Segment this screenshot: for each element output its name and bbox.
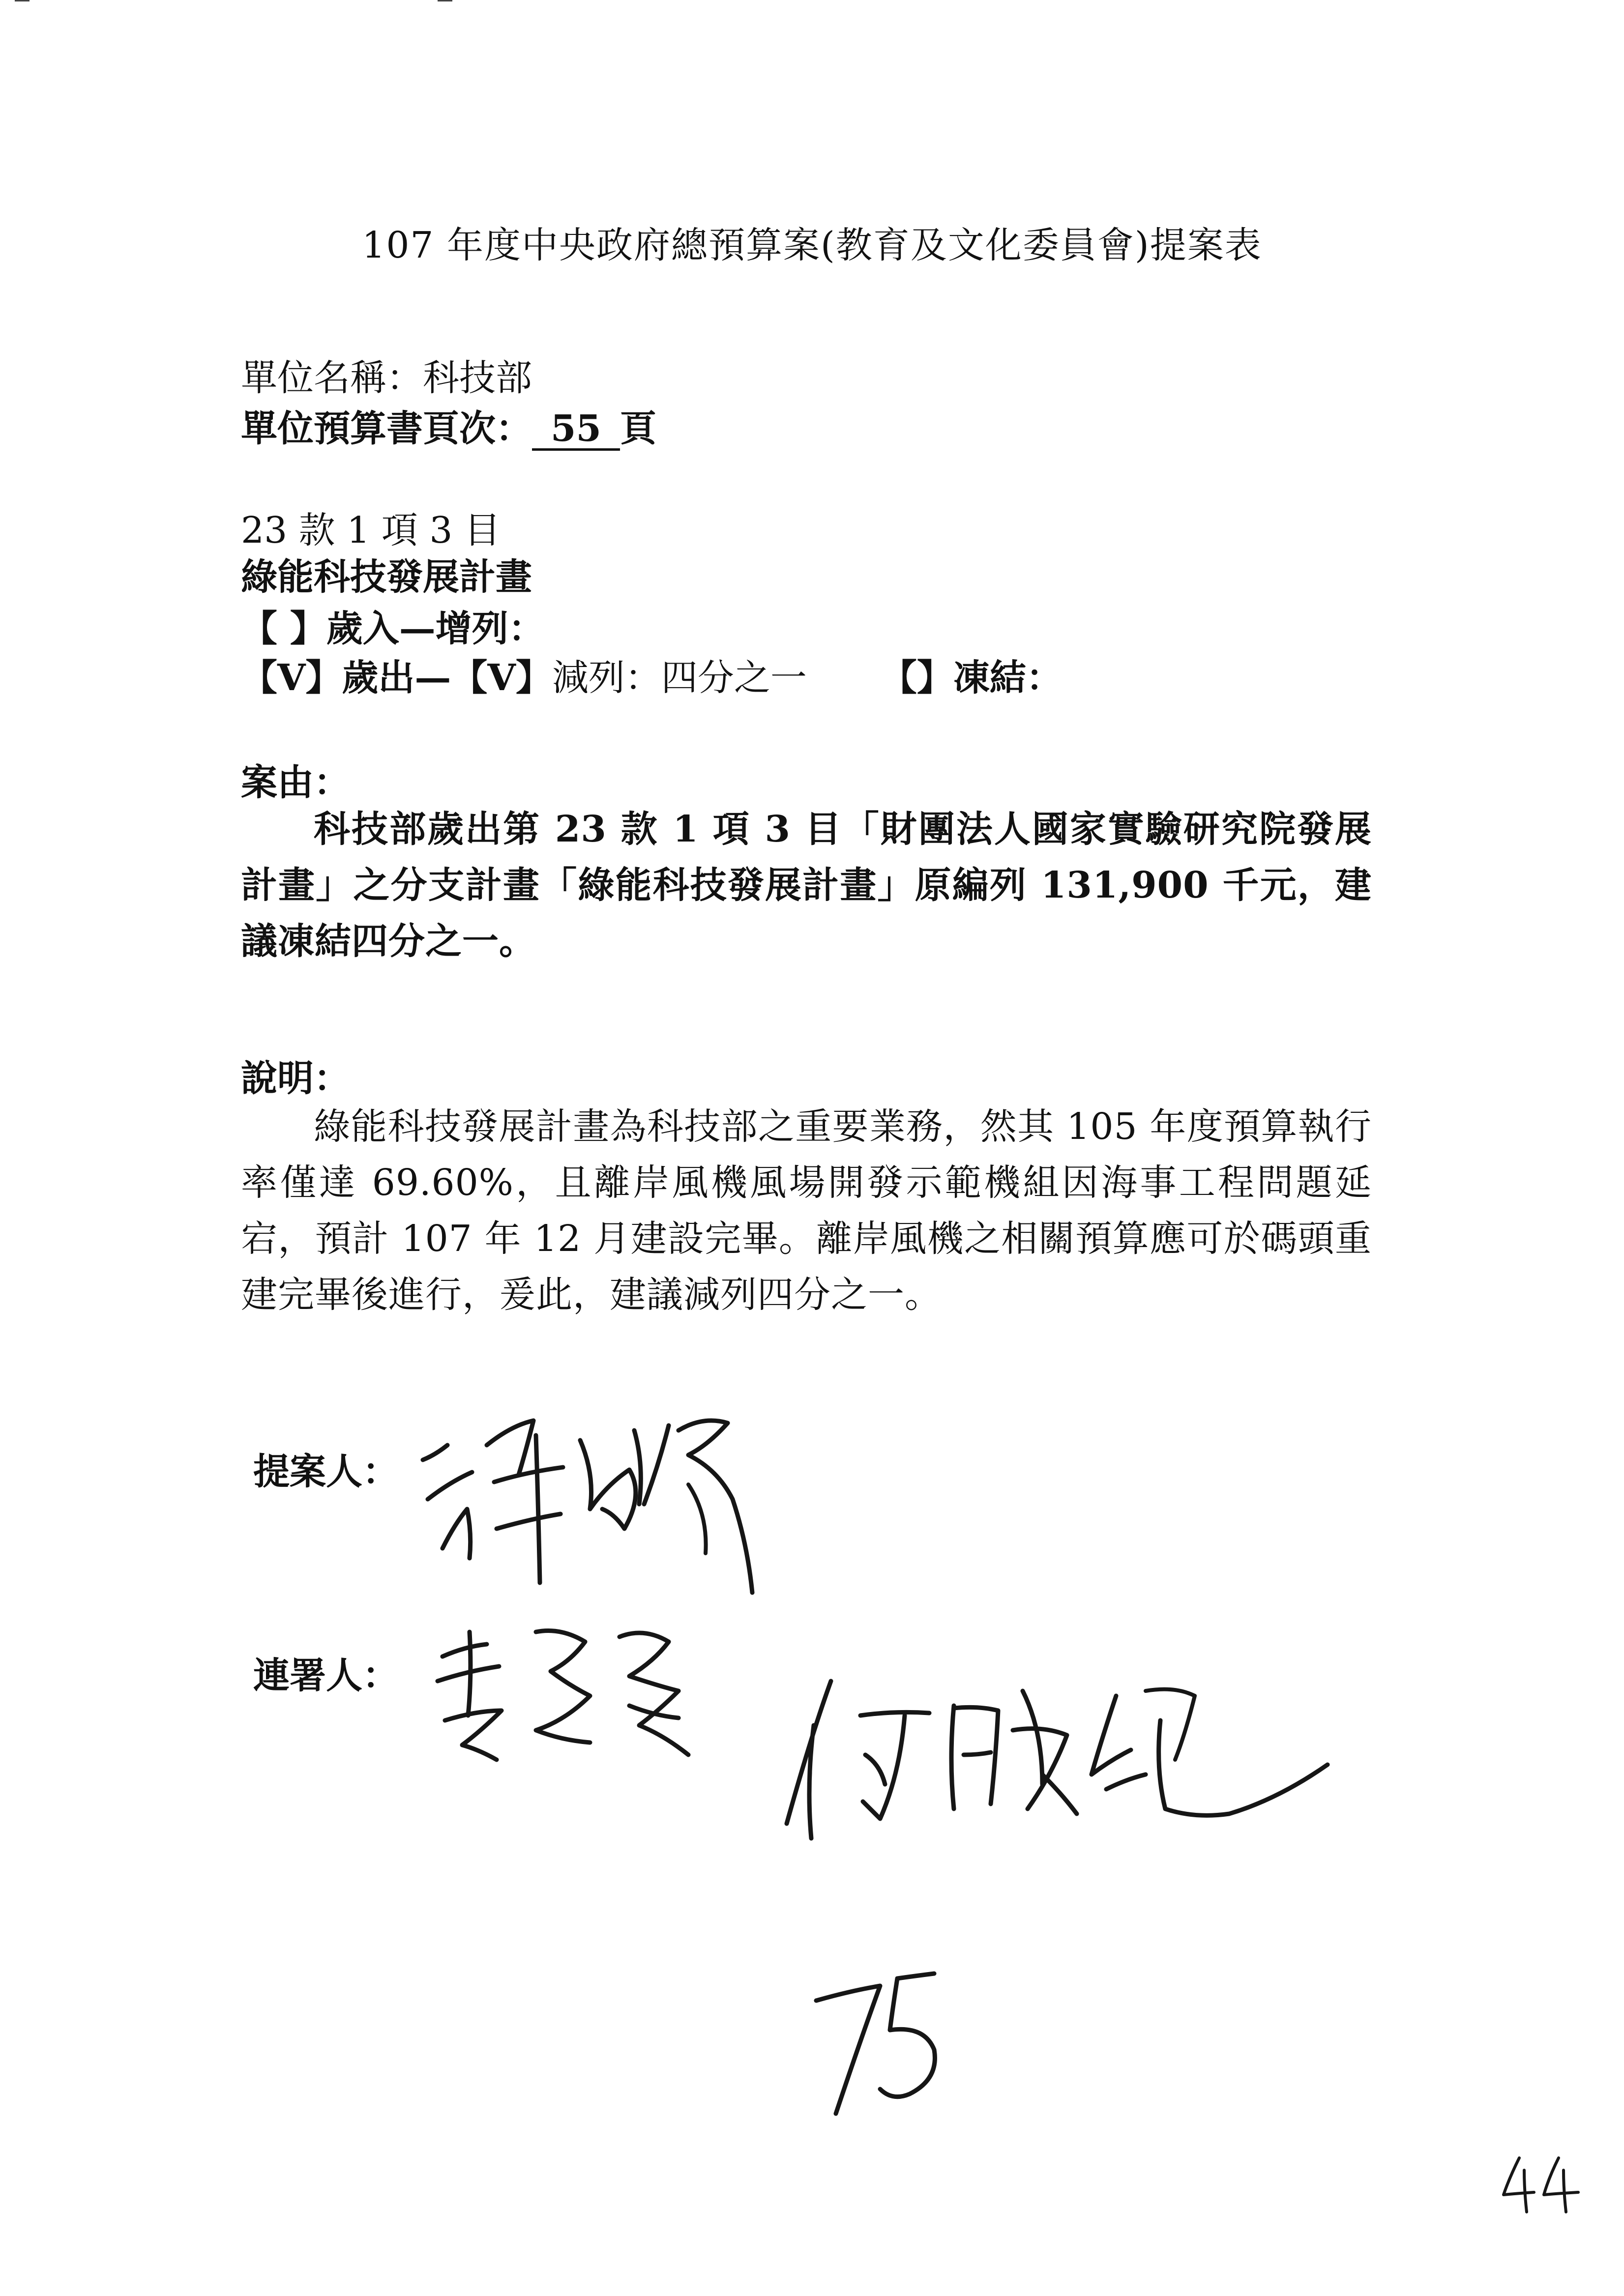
handwritten-page-number — [806, 1966, 969, 2123]
reason-body: 科技部歲出第 23 款 1 項 3 目「財團法人國家實驗研究院發展計畫」之分支計畫「綠能科技發展計畫」原編列 131,900 千元，建議凍結四分之一。 — [241, 808, 1372, 962]
scan-mark — [15, 0, 30, 1]
revenue-checkbox: 【 】 — [241, 608, 326, 650]
explanation-body: 綠能科技發展計畫為科技部之重要業務，然其 105 年度預算執行率僅達 69.60%，且離岸風機風場開發示範機組因海事工程問題延宕，預計 107 年 12 月建設完畢。離岸風機之相關預算應可於碼頭重建完畢後進行，爰此，建議減列四分之一。 — [241, 1105, 1372, 1316]
expense-text: 歲出— — [342, 657, 451, 699]
cosigner-signature — [423, 1612, 738, 1774]
scan-mark — [438, 0, 452, 1]
freeze-checkbox: 【】 — [880, 657, 953, 699]
proposer-label: 提案人： — [253, 1451, 399, 1493]
cosigner-label: 連署人： — [253, 1655, 399, 1697]
cosigner-signature — [767, 1661, 1347, 1873]
freeze-text: 凍結： — [953, 657, 1063, 699]
proposer-signature — [413, 1386, 787, 1612]
reason-heading: 案由： — [241, 761, 350, 804]
revenue-text: 歲入—增列： — [326, 608, 545, 650]
unit-name: 單位名稱：科技部 — [241, 357, 532, 399]
expense-line — [241, 656, 1063, 700]
page-reference-suffix: 頁 — [620, 407, 656, 450]
reduce-text: 減列：四分之一 — [552, 657, 807, 699]
plan-name: 綠能科技發展計畫 — [241, 556, 532, 598]
page-reference-value: 55 — [532, 410, 620, 451]
page-reference — [241, 407, 656, 451]
document-title: 107 年度中央政府總預算案(教育及文化委員會)提案表 — [362, 224, 1262, 266]
page-reference-label: 單位預算書頁次： — [241, 407, 532, 450]
explanation-heading: 說明： — [241, 1057, 350, 1100]
item-code: 23 款 1 項 3 目 — [241, 509, 501, 552]
expense-checkbox: 【V】 — [241, 657, 342, 699]
reduce-checkbox: 【V】 — [451, 657, 552, 699]
revenue-line — [241, 607, 545, 651]
handwritten-corner-number — [1500, 2153, 1588, 2217]
